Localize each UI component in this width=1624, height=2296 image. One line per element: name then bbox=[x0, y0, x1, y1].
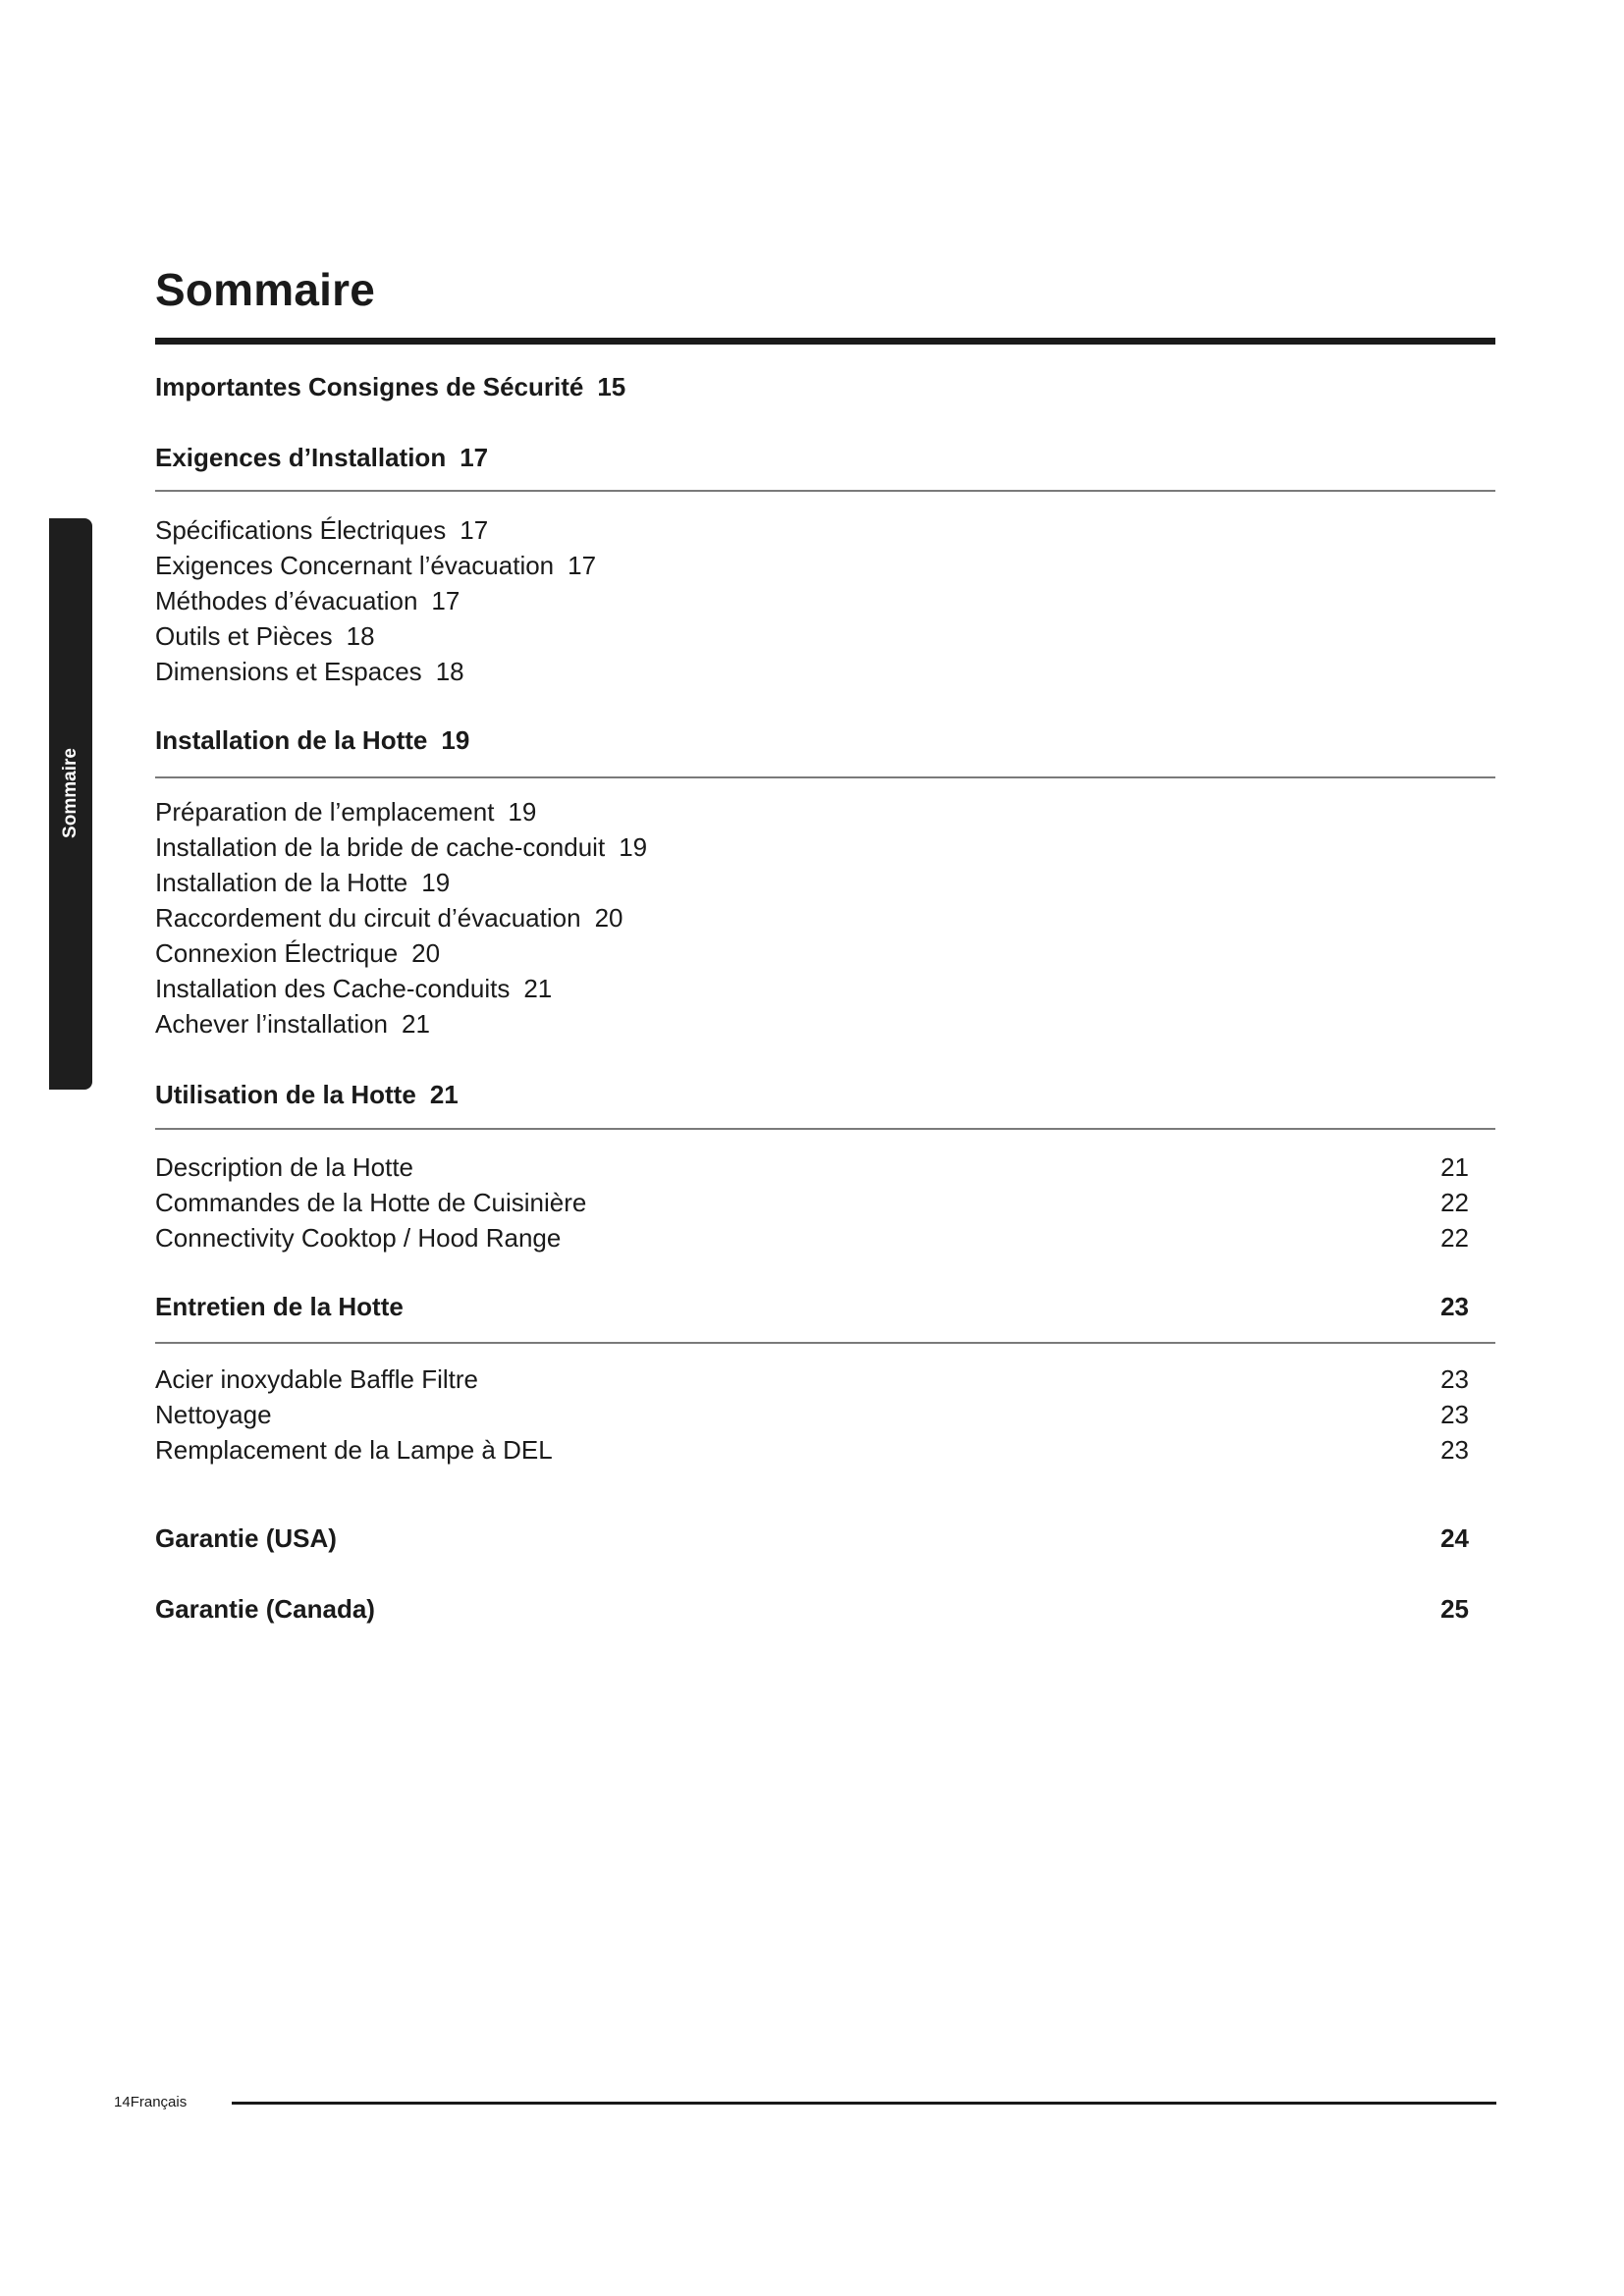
page-title: Sommaire bbox=[155, 264, 376, 315]
toc-page: 19 bbox=[421, 868, 451, 897]
toc-section-warranty-usa[interactable] bbox=[155, 1525, 1469, 1551]
toc-label: Installation de la Hotte bbox=[155, 868, 408, 897]
toc-label: Achever l’installation bbox=[155, 1009, 389, 1039]
toc-item[interactable] bbox=[155, 905, 623, 931]
toc-item[interactable] bbox=[155, 659, 464, 684]
toc-page: 23 bbox=[1440, 1292, 1469, 1321]
toc-page: 19 bbox=[441, 725, 470, 755]
toc-page: 23 bbox=[1440, 1364, 1469, 1394]
toc-label: Spécifications Électriques bbox=[155, 515, 447, 545]
toc-label: Connectivity Cooktop / Hood Range bbox=[155, 1223, 562, 1253]
toc-item[interactable] bbox=[155, 553, 596, 578]
toc-page: 24 bbox=[1440, 1523, 1469, 1553]
toc-label: Installation de la bride de cache-conduit bbox=[155, 832, 606, 862]
toc-item[interactable] bbox=[155, 976, 552, 1001]
toc-page: 17 bbox=[431, 586, 460, 615]
toc-page: 18 bbox=[435, 657, 464, 686]
section-divider bbox=[155, 776, 1495, 778]
toc-page: 18 bbox=[346, 621, 375, 651]
toc-item[interactable] bbox=[155, 1225, 1469, 1251]
toc-page: 23 bbox=[1440, 1435, 1469, 1465]
toc-page: 20 bbox=[411, 938, 441, 968]
toc-label: Exigences Concernant l’évacuation bbox=[155, 551, 555, 580]
toc-section-hood-installation[interactable] bbox=[155, 727, 469, 753]
toc-item[interactable] bbox=[155, 870, 450, 895]
toc-item[interactable] bbox=[155, 1366, 1469, 1392]
toc-section-installation-requirements[interactable] bbox=[155, 445, 488, 470]
toc-label: Description de la Hotte bbox=[155, 1152, 414, 1182]
toc-label: Outils et Pièces bbox=[155, 621, 333, 651]
toc-label: Préparation de l’emplacement bbox=[155, 797, 495, 827]
toc-page: 17 bbox=[460, 515, 489, 545]
toc-section-hood-maintenance[interactable] bbox=[155, 1294, 1469, 1319]
toc-label: Garantie (Canada) bbox=[155, 1594, 375, 1624]
toc-section-hood-usage[interactable] bbox=[155, 1082, 459, 1107]
toc-page: 21 bbox=[1440, 1152, 1469, 1182]
toc-item[interactable] bbox=[155, 517, 488, 543]
toc-page: 25 bbox=[1440, 1594, 1469, 1624]
toc-item[interactable] bbox=[155, 1402, 1469, 1427]
toc-label: Garantie (USA) bbox=[155, 1523, 337, 1553]
toc-page: 17 bbox=[460, 443, 489, 472]
toc-page: 21 bbox=[429, 1080, 459, 1109]
toc-item[interactable] bbox=[155, 588, 460, 614]
section-divider bbox=[155, 1342, 1495, 1344]
toc-label: Installation des Cache-conduits bbox=[155, 974, 511, 1003]
toc-page: 21 bbox=[523, 974, 553, 1003]
toc-page: 19 bbox=[508, 797, 537, 827]
toc-label: Remplacement de la Lampe à DEL bbox=[155, 1435, 553, 1465]
toc-label: Nettoyage bbox=[155, 1400, 272, 1429]
toc-label: Entretien de la Hotte bbox=[155, 1292, 404, 1321]
toc-label: Utilisation de la Hotte bbox=[155, 1080, 416, 1109]
toc-label: Importantes Consignes de Sécurité bbox=[155, 372, 584, 401]
toc-label: Commandes de la Hotte de Cuisinière bbox=[155, 1188, 587, 1217]
toc-item[interactable] bbox=[155, 1011, 430, 1037]
toc-page: 22 bbox=[1440, 1188, 1469, 1217]
toc-label: Connexion Électrique bbox=[155, 938, 399, 968]
footer-rule bbox=[232, 2102, 1496, 2105]
toc-section-safety[interactable] bbox=[155, 374, 625, 400]
toc-page: 21 bbox=[402, 1009, 430, 1039]
toc-page: 22 bbox=[1440, 1223, 1469, 1253]
section-divider bbox=[155, 490, 1495, 492]
toc-label: Acier inoxydable Baffle Filtre bbox=[155, 1364, 479, 1394]
footer-language: Français bbox=[130, 2094, 188, 2110]
toc-item[interactable] bbox=[155, 623, 375, 649]
toc-page: 19 bbox=[619, 832, 648, 862]
toc-page: 17 bbox=[568, 551, 597, 580]
page-footer bbox=[114, 2094, 187, 2110]
toc-page: 15 bbox=[597, 372, 626, 401]
title-rule bbox=[155, 338, 1495, 345]
toc-label: Méthodes d’évacuation bbox=[155, 586, 418, 615]
toc-item[interactable] bbox=[155, 1190, 1469, 1215]
toc-label: Dimensions et Espaces bbox=[155, 657, 422, 686]
toc-item[interactable] bbox=[155, 834, 647, 860]
toc-page: 23 bbox=[1440, 1400, 1469, 1429]
toc-section-warranty-canada[interactable] bbox=[155, 1596, 1469, 1622]
toc-item[interactable] bbox=[155, 1437, 1469, 1463]
toc-page: 20 bbox=[594, 903, 623, 933]
toc-item[interactable] bbox=[155, 940, 440, 966]
toc-item[interactable] bbox=[155, 1154, 1469, 1180]
footer-page-number: 14 bbox=[114, 2094, 131, 2110]
side-tab-label: Sommaire bbox=[60, 748, 81, 838]
toc-label: Raccordement du circuit d’évacuation bbox=[155, 903, 581, 933]
toc-label: Installation de la Hotte bbox=[155, 725, 428, 755]
section-divider bbox=[155, 1128, 1495, 1130]
toc-label: Exigences d’Installation bbox=[155, 443, 447, 472]
toc-item[interactable] bbox=[155, 799, 536, 825]
